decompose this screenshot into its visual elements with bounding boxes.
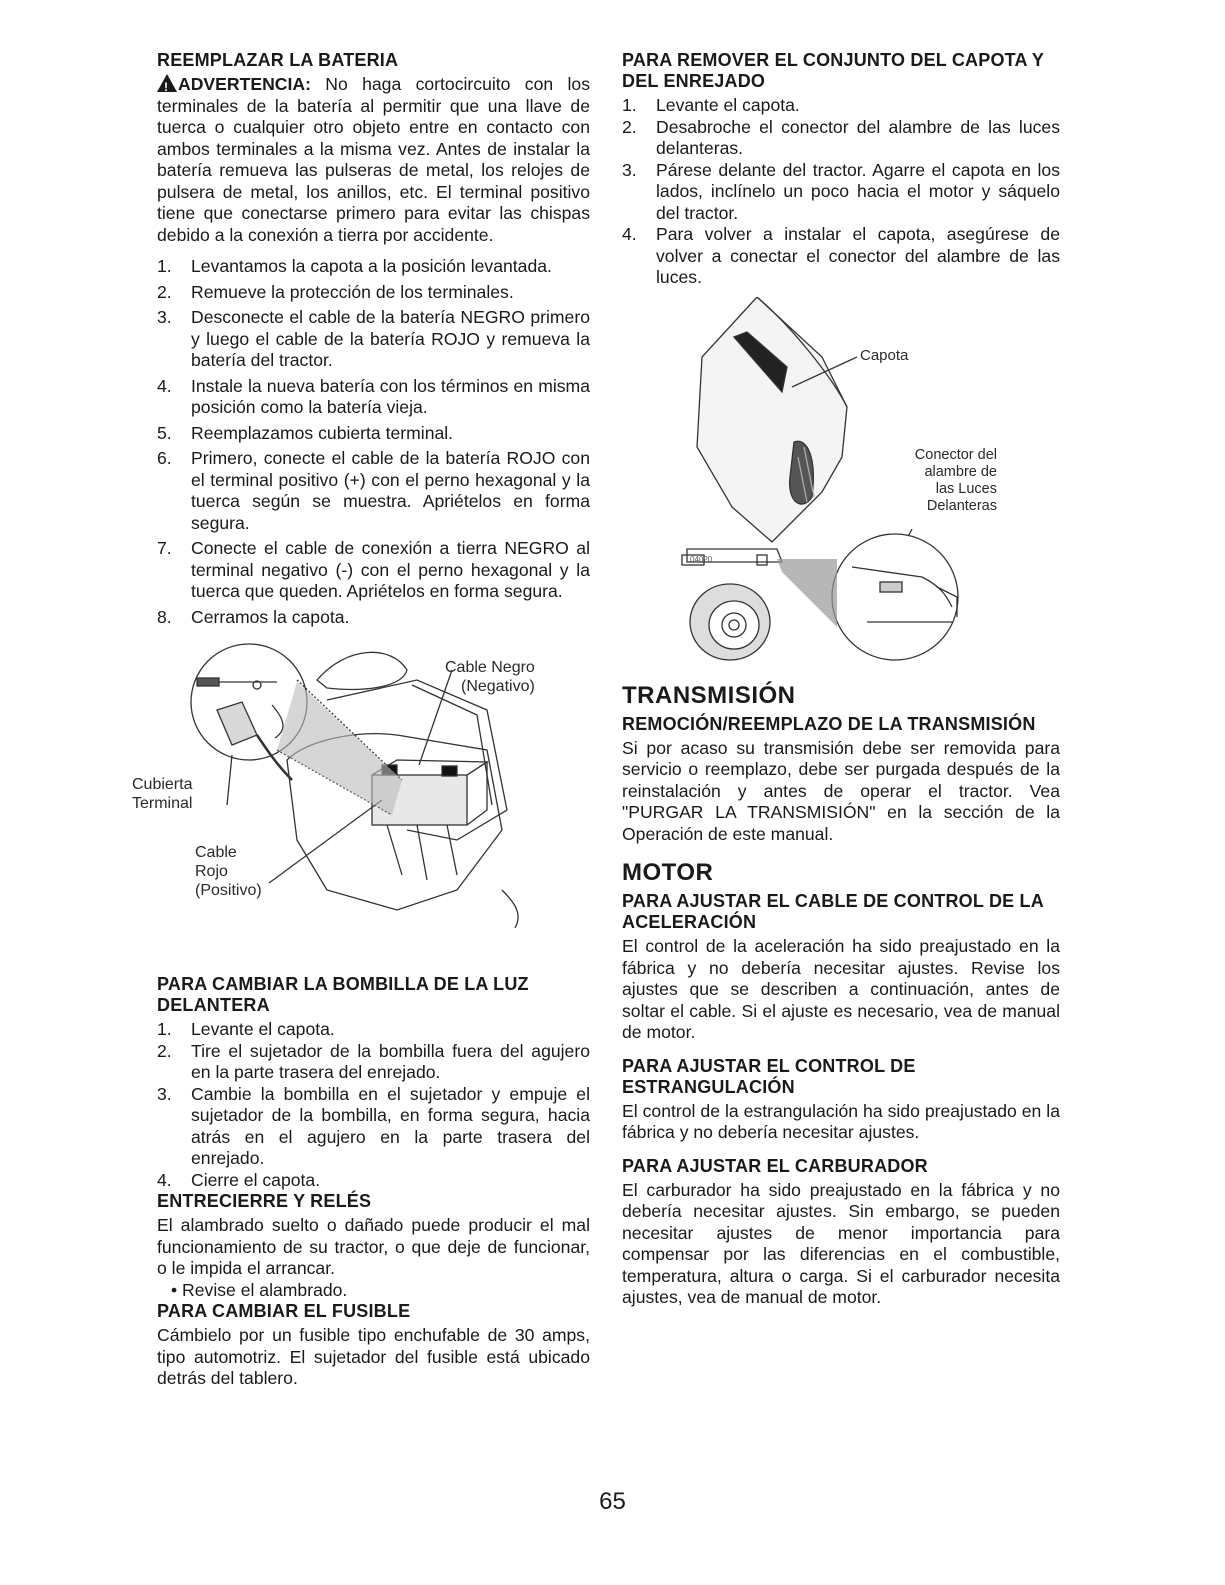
- transmission-text: Si por acaso su transmisión debe ser removida para servicio o reemplazo, debe ser purgada después de la reinstalación y antes de operar el tractor. Vea "PURGAR LA TRANSMISIÓN" en la sección de la Operación de este manual.: [622, 737, 1060, 844]
- label-light-connector: Conector del alambre de las Luces Delanteras: [914, 446, 997, 514]
- list-item: 2. Desabroche el conector del alambre de las luces delanteras.: [622, 116, 1060, 158]
- list-item: 4. Cierre el capota.: [157, 1169, 321, 1190]
- choke-heading: PARA AJUSTAR EL CONTROL DE ESTRANGULACIÓN: [622, 1055, 916, 1097]
- list-item: 7. Conecte el cable de conexión a tierra NEGRO al terminal negativo (-) con el perno hexagonal y la tuerca que queden. Apriételos en forma segura.: [157, 538, 590, 601]
- relays-heading: ENTRECIERRE Y RELÉS: [157, 1191, 372, 1211]
- fuse-text: Cámbielo por un fusible tipo enchufable de 30 amps, tipo automotriz. El sujetador del fusible está ubicado detrás del tablero.: [157, 1325, 590, 1388]
- fuse-heading: PARA CAMBIAR EL FUSIBLE: [157, 1301, 411, 1321]
- list-item: 2. Remueve la protección de los terminales.: [157, 281, 514, 302]
- list-item: 8. Cerramos la capota.: [157, 606, 350, 627]
- battery-figure: [132, 640, 590, 940]
- battery-warning: [157, 74, 590, 246]
- battery-steps: [157, 256, 590, 628]
- bulb-heading: PARA CAMBIAR LA BOMBILLA DE LA LUZ DELANTERA: [157, 974, 529, 1015]
- warning-icon: [157, 74, 177, 92]
- label-hood: Capota: [860, 346, 909, 364]
- list-item: 4. Instale la nueva batería con los términos en misma posición como la batería vieja.: [157, 375, 590, 417]
- throttle-text: El control de la aceleración ha sido preajustado en la fábrica y no debería necesitar ajustes. Revise los ajustes que se describen a continuación, antes de soltar el cable. Si el ajuste es necesario, vea de manual de motor.: [622, 936, 1060, 1042]
- relays-text: El alambrado suelto o dañado puede producir el mal funcionamiento de su tractor, o que deje de funcionar, o le impida el arrancar.: [157, 1215, 590, 1278]
- list-item: 3. Párese delante del tractor. Agarre el capota en los lados, inclínelo un poco hacia el motor y sáquelo del tractor.: [622, 159, 1060, 223]
- list-item: 2. Tire el sujetador de la bombilla fuera del agujero en la parte trasera del enrejado.: [157, 1040, 590, 1082]
- list-item: 3. Cambie la bombilla en el sujetador y empuje el sujetador de la bombilla, en forma segura, hacia atrás en el agujero en la parte trasera del enrejado.: [157, 1083, 590, 1168]
- left-column: [132, 50, 590, 1390]
- bulb-steps: [157, 1019, 590, 1191]
- label-terminal-cover: Cubierta Terminal: [132, 776, 193, 812]
- label-cable-red: Cable Rojo (Positivo): [195, 844, 262, 899]
- list-item: 1. Levante el capota.: [157, 1019, 335, 1039]
- list-item: 1. Levantamos la capota a la posición levantada.: [157, 256, 552, 276]
- label-cable-black: Cable Negro (Negativo): [445, 659, 535, 695]
- choke-text: El control de la estrangulación ha sido preajustado en la fábrica y no debería necesitar ajustes.: [622, 1100, 1060, 1142]
- transmission-heading: REMOCIÓN/REEMPLAZO DE LA TRANSMISIÓN: [622, 713, 1036, 734]
- warning-text: No haga cortocircuito con los terminales de la batería al permitir que una llave de tuerca o cualquier otro objeto entre en contacto con ambos terminales a la misma vez. Antes de instalar la batería remueva las pulseras de metal, los relojes de pulsera de metal, los anillos, etc. El terminal positivo tiene que conectarse primero para evitar las chispas debido a la conexión a tierra por accidente.: [157, 74, 590, 245]
- hood-steps: [622, 95, 1060, 289]
- right-column: [622, 50, 1060, 1309]
- warning-label: ADVERTENCIA:: [178, 74, 311, 94]
- list-item: 6. Primero, conecte el cable de la batería ROJO con el terminal positivo (+) con el perno hexagonal y la tuerca según se muestra. Apriételos en forma segura.: [157, 448, 590, 533]
- list-item: 5. Reemplazamos cubierta terminal.: [157, 422, 454, 443]
- list-item: 4. Para volver a instalar el capota, asegúrese de volver a conectar el conector del alambre de las luces.: [622, 224, 1060, 287]
- list-item: 1. Levante el capota.: [622, 95, 800, 115]
- figure-code: 04020: [690, 554, 713, 564]
- relays-bullet: • Revise el alambrado.: [171, 1279, 348, 1300]
- throttle-heading: PARA AJUSTAR EL CABLE DE CONTROL DE LA ACELERACIÓN: [622, 891, 1044, 932]
- hood-figure: [622, 297, 1060, 672]
- page-number: 65: [599, 1488, 626, 1515]
- motor-title: MOTOR: [622, 859, 714, 886]
- carburetor-heading: PARA AJUSTAR EL CARBURADOR: [622, 1155, 928, 1176]
- transmission-title: TRANSMISIÓN: [622, 681, 796, 709]
- carburetor-text: El carburador ha sido preajustado en la fábrica y no debería necesitar ajustes. Sin embargo, se pueden necesitar ajustes de menor importancia para compensar por las diferencias en el combustible, temperatura, altura o carga. Si el carburador necesita ajustes, vea de manual de motor.: [622, 1179, 1060, 1307]
- hood-heading: PARA REMOVER EL CONJUNTO DEL CAPOTA Y DEL ENREJADO: [622, 50, 1044, 91]
- battery-heading: REEMPLAZAR LA BATERIA: [157, 50, 399, 70]
- list-item: 3. Desconecte el cable de la batería NEGRO primero y luego el cable de la batería ROJO y remueva la batería del tractor.: [157, 307, 590, 370]
